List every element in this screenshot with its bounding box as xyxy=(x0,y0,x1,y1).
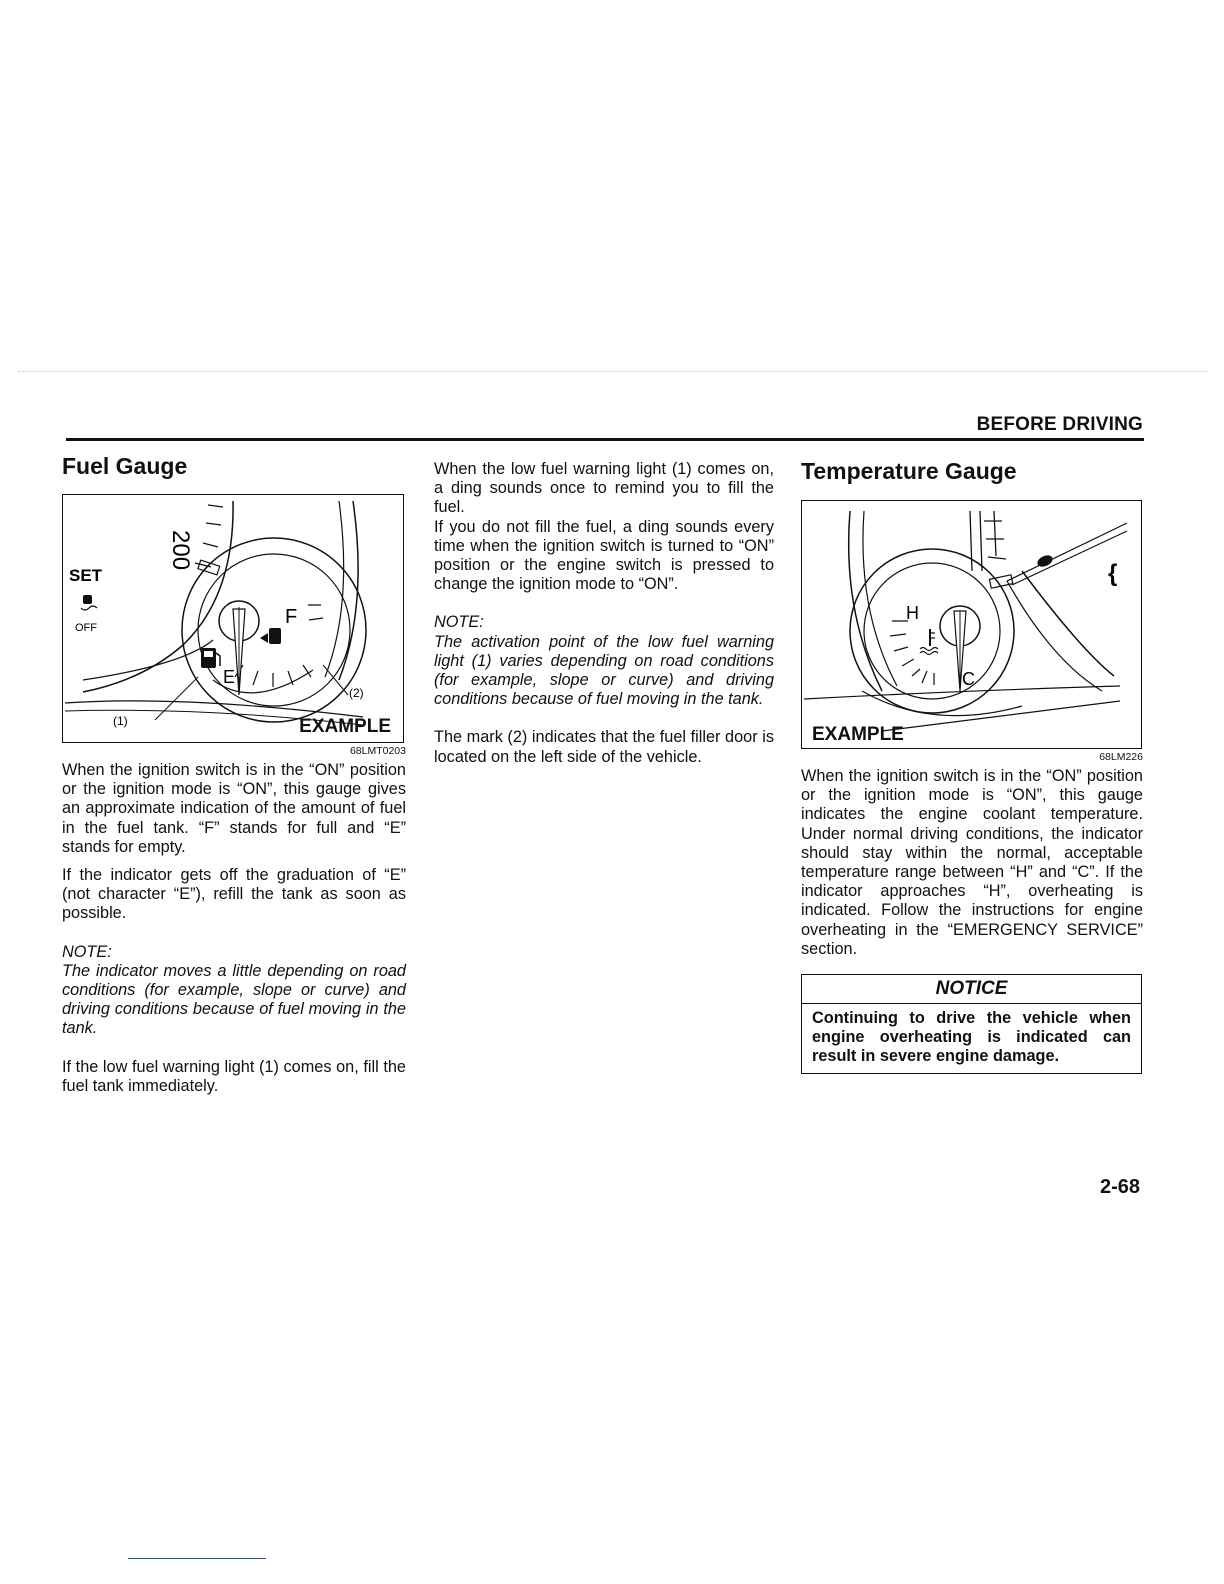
right-edge-glyph: { xyxy=(1108,560,1118,587)
fuel-gauge-title: Fuel Gauge xyxy=(62,453,188,479)
middle-note-label: NOTE: xyxy=(434,613,484,632)
middle-paragraph-2: If you do not fill the fuel, a ding sounds every time when the ignition switch is turned to “ON” position or the engine switch is pressed to change the ignition mode to “ON”. xyxy=(434,517,774,594)
empty-mark: E xyxy=(223,667,236,687)
temperature-gauge-paragraph-1: When the ignition switch is in the “ON” position or the ignition mode is “ON”, this gauge indicates the engine coolant temperature. Under normal driving conditions, the indicator should stay within the normal, acceptable temperature range between “H” and “C”. If the indicator approaches “H”, overheating is indicated. Follow the instructions for engine overheating in the “EMERGENCY SERVICE” section. xyxy=(801,767,1143,958)
section-header: BEFORE DRIVING xyxy=(976,414,1143,435)
speedo-numeral: 200 xyxy=(167,530,194,571)
fuel-gauge-column xyxy=(62,452,406,1096)
off-label: OFF xyxy=(75,622,97,634)
fuel-gauge-paragraph-3: If the low fuel warning light (1) comes on, fill the fuel tank immediately. xyxy=(62,1057,406,1095)
full-mark: F xyxy=(285,606,298,628)
footer-link-line xyxy=(128,1558,266,1559)
low-fuel-warning-icon xyxy=(201,648,220,668)
middle-note-body: The activation point of the low fuel warning light (1) varies depending on road conditions (for example, slope or curve) and driving conditions because of fuel moving in the tank. xyxy=(434,632,774,709)
coolant-temperature-icon xyxy=(920,629,938,655)
set-label: SET xyxy=(69,566,103,585)
temperature-gauge-column xyxy=(801,457,1143,1074)
notice-title: NOTICE xyxy=(802,975,1141,1004)
cold-mark: C xyxy=(962,669,975,689)
hot-mark: H xyxy=(906,603,919,623)
callout-2: (2) xyxy=(349,686,364,700)
fuel-gauge-note-body: The indicator moves a little depending on road conditions (for example, slope or curve) and driving conditions because of fuel moving in the tank. xyxy=(62,961,406,1038)
notice-box xyxy=(801,974,1142,1074)
middle-paragraph-3: The mark (2) indicates that the fuel filler door is located on the left side of the vehicle. xyxy=(434,728,774,766)
callout-1: (1) xyxy=(113,714,128,728)
header-rule xyxy=(66,438,1144,441)
traction-control-icon xyxy=(81,595,97,610)
fuel-gauge-example-label: EXAMPLE xyxy=(299,715,391,737)
fuel-gauge-paragraph-1: When the ignition switch is in the “ON” position or the ignition mode is “ON”, this gauge gives an approximate indication of the amount of fuel in the fuel tank. “F” stands for full and “E” stands for empty. xyxy=(62,761,406,856)
temperature-gauge-illustration xyxy=(802,501,1141,748)
fuel-gauge-note-label: NOTE: xyxy=(62,942,112,961)
page-number: 2-68 xyxy=(1099,1176,1140,1198)
temperature-gauge-figure-code: 68LM226 xyxy=(1099,751,1143,763)
fuel-door-side-icon xyxy=(260,628,281,644)
temperature-gauge-example-label: EXAMPLE xyxy=(812,723,904,745)
fuel-gauge-illustration xyxy=(63,495,403,742)
temperature-gauge-figure xyxy=(801,500,1142,749)
middle-column xyxy=(434,460,774,767)
fuel-gauge-paragraph-2: If the indicator gets off the graduation of “E” (not character “E”), refill the tank as soon as possible. xyxy=(62,866,406,923)
notice-body: Continuing to drive the vehicle when engine overheating is indicated can result in severe engine damage. xyxy=(812,1009,1131,1066)
fuel-gauge-figure-code: 68LMT0203 xyxy=(349,745,406,757)
scan-artifact-line xyxy=(18,371,1208,372)
temperature-gauge-title: Temperature Gauge xyxy=(801,458,1017,484)
middle-paragraph-1: When the low fuel warning light (1) comes on, a ding sounds once to remind you to fill the fuel. xyxy=(434,460,774,517)
fuel-gauge-figure xyxy=(62,494,404,743)
